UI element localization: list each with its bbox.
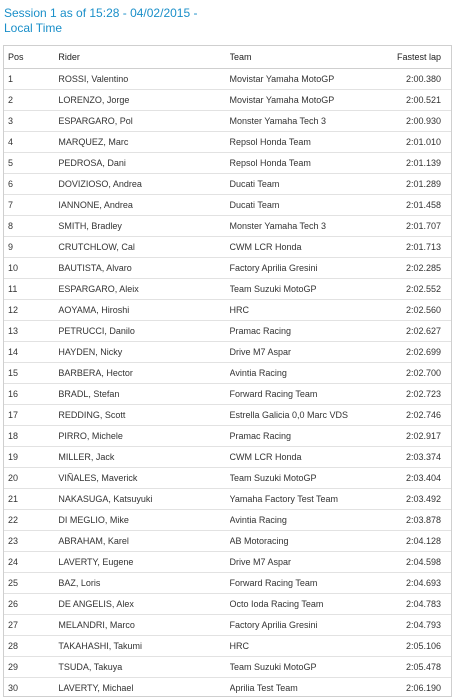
cell-fastest-lap: 2:04.128: [381, 531, 452, 552]
cell-pos: 13: [4, 321, 58, 342]
cell-team: Octo Ioda Racing Team: [230, 594, 381, 615]
table-row: [4, 195, 451, 216]
cell-fastest-lap: 2:02.285: [381, 258, 452, 279]
cell-pos: 22: [4, 510, 58, 531]
cell-rider: HAYDEN, Nicky: [58, 342, 229, 363]
cell-fastest-lap: 2:02.746: [381, 405, 452, 426]
cell-pos: 20: [4, 468, 58, 489]
cell-rider: AOYAMA, Hiroshi: [58, 300, 229, 321]
cell-rider: LAVERTY, Eugene: [58, 552, 229, 573]
cell-rider: PEDROSA, Dani: [58, 153, 229, 174]
cell-fastest-lap: 2:04.793: [381, 615, 452, 636]
cell-team: Ducati Team: [230, 174, 381, 195]
cell-pos: 21: [4, 489, 58, 510]
table-row: [4, 510, 451, 531]
cell-fastest-lap: 2:05.478: [381, 657, 452, 678]
cell-team: CWM LCR Honda: [230, 237, 381, 258]
table-row: [4, 447, 451, 468]
cell-team: Monster Yamaha Tech 3: [230, 216, 381, 237]
cell-rider: CRUTCHLOW, Cal: [58, 237, 229, 258]
cell-pos: 27: [4, 615, 58, 636]
cell-fastest-lap: 2:03.492: [381, 489, 452, 510]
cell-fastest-lap: 2:01.010: [381, 132, 452, 153]
cell-rider: MELANDRI, Marco: [58, 615, 229, 636]
cell-rider: ESPARGARO, Aleix: [58, 279, 229, 300]
results-table-container: [3, 45, 452, 697]
cell-team: Avintia Racing: [230, 510, 381, 531]
column-header-rider: Rider: [58, 46, 229, 69]
cell-fastest-lap: 2:00.521: [381, 90, 452, 111]
table-row: [4, 363, 451, 384]
results-body: [4, 69, 451, 698]
cell-pos: 15: [4, 363, 58, 384]
cell-fastest-lap: 2:01.458: [381, 195, 452, 216]
table-row: [4, 657, 451, 678]
cell-team: Ducati Team: [230, 195, 381, 216]
cell-team: Drive M7 Aspar: [230, 552, 381, 573]
cell-pos: 30: [8, 683, 19, 693]
cell-pos: 3: [4, 111, 58, 132]
cell-rider: TSUDA, Takuya: [58, 657, 229, 678]
cell-team: Aprilia Test Team: [229, 683, 298, 693]
cell-rider: BAZ, Loris: [58, 573, 229, 594]
cell-team: Yamaha Factory Test Team: [230, 489, 381, 510]
cell-rider: REDDING, Scott: [58, 405, 229, 426]
cell-team: HRC: [230, 636, 381, 657]
table-row: [4, 258, 451, 279]
cell-rider: MILLER, Jack: [58, 447, 229, 468]
cell-fastest-lap: 2:02.552: [381, 279, 452, 300]
cell-fastest-lap: 2:02.699: [381, 342, 452, 363]
session-header: [0, 0, 455, 38]
cell-fastest-lap: 2:02.723: [381, 384, 452, 405]
cell-pos: 7: [4, 195, 58, 216]
cell-pos: 14: [4, 342, 58, 363]
table-row: [4, 615, 451, 636]
cell-pos: 17: [4, 405, 58, 426]
cell-fastest-lap: 2:02.627: [381, 321, 452, 342]
cell-team: Avintia Racing: [230, 363, 381, 384]
cell-team: Factory Aprilia Gresini: [230, 258, 381, 279]
cell-team: Forward Racing Team: [230, 384, 381, 405]
table-row: [4, 531, 451, 552]
cell-pos: 9: [4, 237, 58, 258]
table-row: [4, 342, 451, 363]
cell-team: Repsol Honda Team: [230, 153, 381, 174]
cell-rider: ROSSI, Valentino: [58, 69, 229, 90]
table-row: [4, 384, 451, 405]
cell-rider: PIRRO, Michele: [58, 426, 229, 447]
table-row: [4, 678, 451, 698]
cell-team: Movistar Yamaha MotoGP: [230, 69, 381, 90]
results-table: [4, 46, 451, 697]
cell-team: Team Suzuki MotoGP: [230, 657, 381, 678]
table-row: [4, 174, 451, 195]
cell-pos: 23: [4, 531, 58, 552]
cell-fastest-lap: 2:04.598: [381, 552, 452, 573]
cell-rider: DE ANGELIS, Alex: [58, 594, 229, 615]
session-title: Session 1 as of 15:28 - 04/02/2015 -: [4, 6, 198, 20]
table-row: [4, 111, 451, 132]
cell-pos: 29: [4, 657, 58, 678]
cell-rider: SMITH, Bradley: [58, 216, 229, 237]
cell-team: Team Suzuki MotoGP: [230, 468, 381, 489]
cell-pos: 25: [4, 573, 58, 594]
cell-team: Repsol Honda Team: [230, 132, 381, 153]
table-row: [4, 237, 451, 258]
cell-rider: IANNONE, Andrea: [58, 195, 229, 216]
table-row: [4, 153, 451, 174]
cell-pos: 4: [4, 132, 58, 153]
cell-pos: 12: [4, 300, 58, 321]
cell-pos: 8: [4, 216, 58, 237]
cell-pos: 6: [4, 174, 58, 195]
cell-rider: PETRUCCI, Danilo: [58, 321, 229, 342]
cell-fastest-lap: 2:01.707: [381, 216, 452, 237]
cell-pos: 19: [4, 447, 58, 468]
cell-team: Team Suzuki MotoGP: [230, 279, 381, 300]
cell-rider: ABRAHAM, Karel: [58, 531, 229, 552]
table-row: [4, 636, 451, 657]
column-header-fastest-lap: Fastest lap: [381, 46, 452, 69]
cell-rider: BRADL, Stefan: [58, 384, 229, 405]
cell-rider: BAUTISTA, Alvaro: [58, 258, 229, 279]
cell-fastest-lap: 2:06.190: [405, 683, 441, 693]
cell-fastest-lap: 2:02.700: [381, 363, 452, 384]
cell-pos: 26: [4, 594, 58, 615]
table-row: [4, 132, 451, 153]
cell-team: Pramac Racing: [230, 426, 381, 447]
cell-fastest-lap: 2:00.930: [381, 111, 452, 132]
table-row: [4, 594, 451, 615]
cell-team: Monster Yamaha Tech 3: [230, 111, 381, 132]
cell-team: Estrella Galicia 0,0 Marc VDS: [230, 405, 381, 426]
cell-rider: DI MEGLIO, Mike: [58, 510, 229, 531]
cell-pos: 24: [4, 552, 58, 573]
table-row: [4, 468, 451, 489]
cell-fastest-lap: 2:01.713: [381, 237, 452, 258]
cell-pos: 18: [4, 426, 58, 447]
cell-fastest-lap: 2:05.106: [381, 636, 452, 657]
cell-fastest-lap: 2:02.560: [381, 300, 452, 321]
table-row: [4, 300, 451, 321]
cell-team: Drive M7 Aspar: [230, 342, 381, 363]
cell-rider: DOVIZIOSO, Andrea: [58, 174, 229, 195]
cell-team: Pramac Racing: [230, 321, 381, 342]
table-row: [4, 90, 451, 111]
cell-fastest-lap: 2:03.404: [381, 468, 452, 489]
table-header-row: [4, 46, 451, 69]
session-timezone: Local Time: [4, 21, 63, 35]
cell-fastest-lap: 2:04.783: [381, 594, 452, 615]
cell-rider: MARQUEZ, Marc: [58, 132, 229, 153]
table-row: [4, 426, 451, 447]
cell-fastest-lap: 2:04.693: [381, 573, 452, 594]
cell-fastest-lap: 2:03.878: [381, 510, 452, 531]
cell-team: AB Motoracing: [230, 531, 381, 552]
cell-fastest-lap: 2:00.380: [381, 69, 452, 90]
cell-pos: 5: [4, 153, 58, 174]
cell-pos: 11: [4, 279, 58, 300]
cell-rider: VIÑALES, Maverick: [58, 468, 229, 489]
cell-fastest-lap: 2:01.289: [381, 174, 452, 195]
cell-pos: 1: [4, 69, 58, 90]
table-row: [4, 489, 451, 510]
column-header-team: Team: [230, 46, 381, 69]
table-row: [4, 279, 451, 300]
table-row: [4, 552, 451, 573]
table-row: [4, 69, 451, 90]
cell-fastest-lap: 2:01.139: [381, 153, 452, 174]
cell-team: HRC: [230, 300, 381, 321]
table-row: [4, 321, 451, 342]
cell-rider: ESPARGARO, Pol: [58, 111, 229, 132]
cell-pos: 28: [4, 636, 58, 657]
cell-rider: LAVERTY, Michael: [58, 683, 134, 693]
cell-pos: 16: [4, 384, 58, 405]
table-row: [4, 573, 451, 594]
cell-team: CWM LCR Honda: [230, 447, 381, 468]
cell-team: Factory Aprilia Gresini: [230, 615, 381, 636]
table-row: [4, 405, 451, 426]
column-header-pos: Pos: [4, 46, 58, 69]
cell-team: Movistar Yamaha MotoGP: [230, 90, 381, 111]
cell-rider: BARBERA, Hector: [58, 363, 229, 384]
table-row: [4, 216, 451, 237]
cell-fastest-lap: 2:02.917: [381, 426, 452, 447]
cell-rider: NAKASUGA, Katsuyuki: [58, 489, 229, 510]
cell-rider: TAKAHASHI, Takumi: [58, 636, 229, 657]
cell-fastest-lap: 2:03.374: [381, 447, 452, 468]
cell-pos: 10: [4, 258, 58, 279]
cell-rider: LORENZO, Jorge: [58, 90, 229, 111]
cell-team: Forward Racing Team: [230, 573, 381, 594]
cell-pos: 2: [4, 90, 58, 111]
